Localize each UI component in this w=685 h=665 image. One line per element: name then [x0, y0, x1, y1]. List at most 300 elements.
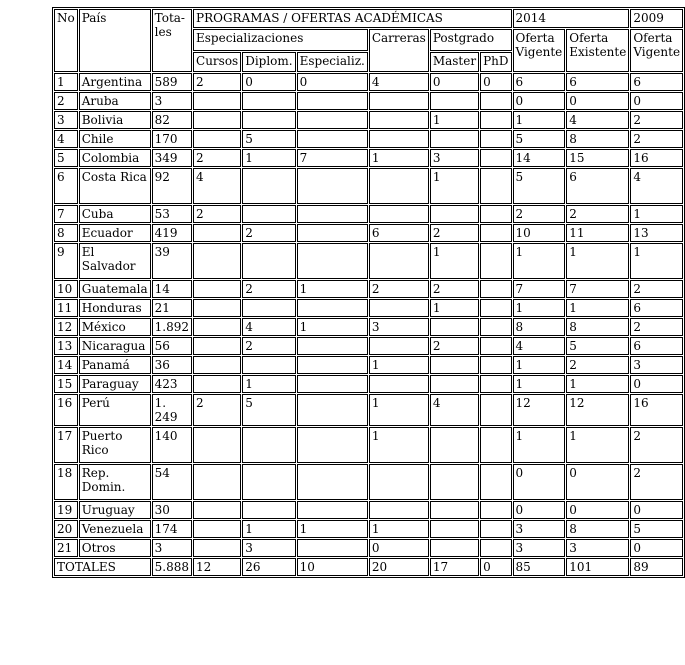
- totals-label: TOTALES: [54, 558, 151, 576]
- cell-especializ: 0: [297, 73, 368, 91]
- cell-phd: [480, 337, 511, 355]
- cell-vigente2009: 6: [630, 299, 683, 317]
- cell-cursos: [193, 224, 241, 242]
- cell-phd: [480, 130, 511, 148]
- totals-phd: 0: [480, 558, 511, 576]
- cell-especializ: 1: [297, 520, 368, 538]
- cell-cursos: [193, 375, 241, 393]
- cell-diplom: 1: [242, 520, 295, 538]
- cell-existente: 11: [566, 224, 629, 242]
- cell-vigente2014: 1: [513, 427, 566, 463]
- cell-pais: Costa Rica: [79, 168, 151, 204]
- cell-carreras: 1: [369, 520, 429, 538]
- cell-vigente2014: 10: [513, 224, 566, 242]
- cell-carreras: [369, 92, 429, 110]
- cell-totales: 174: [152, 520, 192, 538]
- cell-existente: 4: [566, 111, 629, 129]
- cell-vigente2009: 6: [630, 337, 683, 355]
- cell-cursos: [193, 92, 241, 110]
- cell-phd: [480, 92, 511, 110]
- cell-no: 17: [54, 427, 78, 463]
- header-master: Master: [430, 52, 479, 72]
- cell-master: [430, 501, 479, 519]
- cell-carreras: 1: [369, 149, 429, 167]
- cell-cursos: [193, 427, 241, 463]
- cell-vigente2009: 2: [630, 464, 683, 500]
- cell-no: 9: [54, 243, 78, 279]
- cell-carreras: 1: [369, 356, 429, 374]
- cell-diplom: 2: [242, 280, 295, 298]
- cell-existente: 1: [566, 243, 629, 279]
- cell-especializ: [297, 375, 368, 393]
- cell-pais: Cuba: [79, 205, 151, 223]
- cell-vigente2009: 16: [630, 149, 683, 167]
- cell-diplom: 1: [242, 149, 295, 167]
- cell-phd: [480, 299, 511, 317]
- table-row: [54, 280, 683, 298]
- cell-especializ: [297, 130, 368, 148]
- cell-carreras: [369, 464, 429, 500]
- cell-vigente2014: 1: [513, 111, 566, 129]
- cell-pais: Nicaragua: [79, 337, 151, 355]
- cell-no: 15: [54, 375, 78, 393]
- cell-totales: 423: [152, 375, 192, 393]
- table-row: [54, 427, 683, 463]
- cell-phd: [480, 149, 511, 167]
- cell-vigente2009: 13: [630, 224, 683, 242]
- cell-no: 4: [54, 130, 78, 148]
- cell-diplom: 5: [242, 394, 295, 426]
- table-row: [54, 539, 683, 557]
- cell-diplom: [242, 111, 295, 129]
- cell-pais: Otros: [79, 539, 151, 557]
- cell-phd: [480, 205, 511, 223]
- cell-pais: Paraguay: [79, 375, 151, 393]
- cell-pais: Uruguay: [79, 501, 151, 519]
- cell-diplom: [242, 427, 295, 463]
- cell-especializ: [297, 243, 368, 279]
- table-row: [54, 394, 683, 426]
- cell-totales: 3: [152, 539, 192, 557]
- cell-totales: 589: [152, 73, 192, 91]
- cell-phd: 0: [480, 73, 511, 91]
- cell-carreras: 3: [369, 318, 429, 336]
- cell-especializ: 1: [297, 318, 368, 336]
- cell-vigente2009: 3: [630, 356, 683, 374]
- header-no: No: [54, 9, 78, 72]
- table-row: [54, 92, 683, 110]
- cell-phd: [480, 464, 511, 500]
- cell-totales: 39: [152, 243, 192, 279]
- cell-diplom: [242, 501, 295, 519]
- cell-carreras: [369, 337, 429, 355]
- cell-carreras: [369, 130, 429, 148]
- cell-pais: El Salvador: [79, 243, 151, 279]
- cell-vigente2014: 1: [513, 356, 566, 374]
- cell-carreras: 1: [369, 394, 429, 426]
- table-row: [54, 464, 683, 500]
- cell-existente: 0: [566, 501, 629, 519]
- cell-carreras: [369, 205, 429, 223]
- cell-vigente2014: 4: [513, 337, 566, 355]
- cell-pais: Honduras: [79, 299, 151, 317]
- cell-phd: [480, 520, 511, 538]
- cell-pais: Chile: [79, 130, 151, 148]
- cell-master: [430, 130, 479, 148]
- cell-vigente2014: 2: [513, 205, 566, 223]
- cell-vigente2009: 0: [630, 501, 683, 519]
- cell-pais: México: [79, 318, 151, 336]
- totals-cursos: 12: [193, 558, 241, 576]
- cell-master: 1: [430, 111, 479, 129]
- cell-vigente2014: 5: [513, 168, 566, 204]
- cell-vigente2014: 1: [513, 375, 566, 393]
- cell-master: 1: [430, 168, 479, 204]
- cell-no: 7: [54, 205, 78, 223]
- cell-no: 10: [54, 280, 78, 298]
- cell-pais: Aruba: [79, 92, 151, 110]
- header-row-1: [54, 9, 683, 28]
- cell-pais: Rep. Domin.: [79, 464, 151, 500]
- cell-vigente2014: 0: [513, 464, 566, 500]
- cell-no: 3: [54, 111, 78, 129]
- cell-especializ: [297, 337, 368, 355]
- cell-vigente2009: 2: [630, 111, 683, 129]
- cell-phd: [480, 224, 511, 242]
- table-row: [54, 501, 683, 519]
- totals-diplom: 26: [242, 558, 295, 576]
- cell-totales: 419: [152, 224, 192, 242]
- table-row: [54, 111, 683, 129]
- cell-master: [430, 539, 479, 557]
- cell-vigente2009: 2: [630, 318, 683, 336]
- cell-diplom: [242, 243, 295, 279]
- cell-pais: Ecuador: [79, 224, 151, 242]
- cell-diplom: [242, 92, 295, 110]
- cell-phd: [480, 501, 511, 519]
- cell-totales: 36: [152, 356, 192, 374]
- cell-pais: Argentina: [79, 73, 151, 91]
- cell-especializ: [297, 464, 368, 500]
- cell-totales: 56: [152, 337, 192, 355]
- cell-cursos: [193, 130, 241, 148]
- cell-totales: 14: [152, 280, 192, 298]
- cell-existente: 6: [566, 168, 629, 204]
- cell-phd: [480, 356, 511, 374]
- cell-vigente2009: 6: [630, 73, 683, 91]
- table-row: [54, 73, 683, 91]
- cell-master: 2: [430, 280, 479, 298]
- cell-pais: Guatemala: [79, 280, 151, 298]
- table-row: [54, 375, 683, 393]
- cell-vigente2014: 8: [513, 318, 566, 336]
- cell-pais: Perú: [79, 394, 151, 426]
- header-especializ: Especializ.: [297, 52, 368, 72]
- cell-diplom: [242, 299, 295, 317]
- cell-no: 16: [54, 394, 78, 426]
- cell-master: [430, 205, 479, 223]
- cell-cursos: [193, 318, 241, 336]
- totals-vigente2014: 85: [513, 558, 566, 576]
- cell-no: 8: [54, 224, 78, 242]
- cell-existente: 1: [566, 427, 629, 463]
- cell-pais: Bolivia: [79, 111, 151, 129]
- cell-cursos: 2: [193, 394, 241, 426]
- cell-cursos: [193, 356, 241, 374]
- cell-existente: 7: [566, 280, 629, 298]
- cell-vigente2009: 4: [630, 168, 683, 204]
- cell-phd: [480, 539, 511, 557]
- cell-cursos: [193, 111, 241, 129]
- cell-master: 3: [430, 149, 479, 167]
- cell-master: [430, 427, 479, 463]
- cell-no: 13: [54, 337, 78, 355]
- cell-diplom: [242, 356, 295, 374]
- cell-diplom: 3: [242, 539, 295, 557]
- table-row: [54, 520, 683, 538]
- cell-especializ: [297, 205, 368, 223]
- cell-no: 5: [54, 149, 78, 167]
- totals-existente: 101: [566, 558, 629, 576]
- cell-no: 6: [54, 168, 78, 204]
- cell-carreras: [369, 501, 429, 519]
- cell-master: [430, 464, 479, 500]
- cell-phd: [480, 280, 511, 298]
- cell-existente: 2: [566, 356, 629, 374]
- cell-no: 20: [54, 520, 78, 538]
- cell-diplom: 2: [242, 224, 295, 242]
- cell-phd: [480, 168, 511, 204]
- cell-no: 12: [54, 318, 78, 336]
- cell-existente: 5: [566, 337, 629, 355]
- cell-totales: 54: [152, 464, 192, 500]
- cell-especializ: [297, 111, 368, 129]
- totals-especializ: 10: [297, 558, 368, 576]
- cell-totales: 170: [152, 130, 192, 148]
- header-postgrado: Postgrado: [430, 29, 512, 51]
- cell-diplom: 2: [242, 337, 295, 355]
- cell-no: 2: [54, 92, 78, 110]
- cell-carreras: 6: [369, 224, 429, 242]
- cell-diplom: 5: [242, 130, 295, 148]
- table-row: [54, 205, 683, 223]
- cell-pais: Panamá: [79, 356, 151, 374]
- totals-vigente2009: 89: [630, 558, 683, 576]
- cell-existente: 15: [566, 149, 629, 167]
- header-carreras: Carreras: [369, 29, 429, 72]
- cell-cursos: [193, 520, 241, 538]
- cell-cursos: 4: [193, 168, 241, 204]
- cell-carreras: [369, 168, 429, 204]
- cell-vigente2009: 16: [630, 394, 683, 426]
- cell-vigente2014: 14: [513, 149, 566, 167]
- cell-existente: 0: [566, 464, 629, 500]
- cell-vigente2014: 7: [513, 280, 566, 298]
- cell-vigente2014: 3: [513, 520, 566, 538]
- cell-phd: [480, 427, 511, 463]
- header-especializaciones: Especializaciones: [193, 29, 368, 51]
- cell-carreras: 2: [369, 280, 429, 298]
- table-row: [54, 337, 683, 355]
- cell-totales: 21: [152, 299, 192, 317]
- table-row: [54, 149, 683, 167]
- cell-especializ: [297, 427, 368, 463]
- cell-especializ: [297, 299, 368, 317]
- cell-vigente2009: 0: [630, 539, 683, 557]
- cell-totales: 30: [152, 501, 192, 519]
- cell-carreras: [369, 375, 429, 393]
- cell-carreras: [369, 111, 429, 129]
- table-row: [54, 168, 683, 204]
- cell-totales: 1. 249: [152, 394, 192, 426]
- cell-existente: 3: [566, 539, 629, 557]
- cell-phd: [480, 394, 511, 426]
- cell-master: 1: [430, 243, 479, 279]
- cell-especializ: [297, 394, 368, 426]
- cell-carreras: 1: [369, 427, 429, 463]
- header-oferta-vigente-2009: Oferta Vigente: [630, 29, 683, 72]
- academic-offers-table: [52, 7, 685, 578]
- cell-especializ: [297, 501, 368, 519]
- cell-especializ: [297, 92, 368, 110]
- cell-existente: 8: [566, 318, 629, 336]
- cell-cursos: 2: [193, 205, 241, 223]
- cell-vigente2014: 1: [513, 299, 566, 317]
- cell-phd: [480, 318, 511, 336]
- cell-vigente2009: 1: [630, 243, 683, 279]
- cell-vigente2009: 0: [630, 92, 683, 110]
- cell-totales: 140: [152, 427, 192, 463]
- cell-pais: Puerto Rico: [79, 427, 151, 463]
- header-year-2009: 2009: [630, 9, 683, 28]
- cell-vigente2009: 2: [630, 130, 683, 148]
- cell-existente: 1: [566, 299, 629, 317]
- cell-especializ: 1: [297, 280, 368, 298]
- cell-totales: 3: [152, 92, 192, 110]
- cell-pais: Venezuela: [79, 520, 151, 538]
- header-totales: Tota-les: [152, 9, 192, 72]
- totals-totales: 5.888: [152, 558, 192, 576]
- header-phd: PhD: [480, 52, 511, 72]
- header-pais: País: [79, 9, 151, 72]
- cell-existente: 12: [566, 394, 629, 426]
- cell-no: 14: [54, 356, 78, 374]
- cell-no: 1: [54, 73, 78, 91]
- table-row: [54, 299, 683, 317]
- cell-cursos: [193, 464, 241, 500]
- cell-existente: 8: [566, 520, 629, 538]
- header-programas: PROGRAMAS / OFERTAS ACADÉMICAS: [193, 9, 512, 28]
- cell-totales: 53: [152, 205, 192, 223]
- cell-cursos: [193, 337, 241, 355]
- cell-vigente2014: 1: [513, 243, 566, 279]
- cell-totales: 82: [152, 111, 192, 129]
- totals-row: [54, 558, 683, 576]
- cell-cursos: [193, 539, 241, 557]
- cell-vigente2009: 2: [630, 427, 683, 463]
- cell-existente: 6: [566, 73, 629, 91]
- cell-existente: 0: [566, 92, 629, 110]
- cell-pais: Colombia: [79, 149, 151, 167]
- cell-vigente2014: 5: [513, 130, 566, 148]
- cell-diplom: [242, 168, 295, 204]
- cell-especializ: [297, 356, 368, 374]
- cell-diplom: 0: [242, 73, 295, 91]
- cell-master: 0: [430, 73, 479, 91]
- cell-carreras: 4: [369, 73, 429, 91]
- cell-master: [430, 356, 479, 374]
- header-diplom: Diplom.: [242, 52, 295, 72]
- cell-phd: [480, 375, 511, 393]
- cell-vigente2009: 2: [630, 280, 683, 298]
- cell-cursos: 2: [193, 149, 241, 167]
- cell-existente: 1: [566, 375, 629, 393]
- cell-no: 18: [54, 464, 78, 500]
- cell-diplom: 1: [242, 375, 295, 393]
- cell-totales: 1.892: [152, 318, 192, 336]
- table-row: [54, 130, 683, 148]
- cell-master: [430, 520, 479, 538]
- cell-carreras: [369, 299, 429, 317]
- cell-especializ: [297, 168, 368, 204]
- header-cursos: Cursos: [193, 52, 241, 72]
- header-oferta-vigente-2014: Oferta Vigente: [513, 29, 566, 72]
- cell-vigente2014: 6: [513, 73, 566, 91]
- table-row: [54, 356, 683, 374]
- cell-carreras: [369, 243, 429, 279]
- cell-diplom: [242, 205, 295, 223]
- cell-totales: 349: [152, 149, 192, 167]
- cell-diplom: [242, 464, 295, 500]
- header-year-2014: 2014: [513, 9, 630, 28]
- cell-carreras: 0: [369, 539, 429, 557]
- cell-existente: 2: [566, 205, 629, 223]
- table-row: [54, 318, 683, 336]
- cell-vigente2014: 0: [513, 501, 566, 519]
- cell-totales: 92: [152, 168, 192, 204]
- cell-vigente2009: 0: [630, 375, 683, 393]
- cell-cursos: 2: [193, 73, 241, 91]
- table-row: [54, 224, 683, 242]
- cell-master: 2: [430, 337, 479, 355]
- cell-phd: [480, 243, 511, 279]
- cell-cursos: [193, 501, 241, 519]
- cell-especializ: [297, 539, 368, 557]
- totals-master: 17: [430, 558, 479, 576]
- cell-diplom: 4: [242, 318, 295, 336]
- cell-vigente2009: 1: [630, 205, 683, 223]
- cell-especializ: [297, 224, 368, 242]
- cell-vigente2009: 5: [630, 520, 683, 538]
- header-oferta-existente: Oferta Existente: [566, 29, 629, 72]
- cell-vigente2014: 3: [513, 539, 566, 557]
- cell-master: 2: [430, 224, 479, 242]
- cell-master: [430, 318, 479, 336]
- cell-master: 4: [430, 394, 479, 426]
- cell-master: [430, 375, 479, 393]
- cell-vigente2014: 0: [513, 92, 566, 110]
- cell-especializ: 7: [297, 149, 368, 167]
- cell-no: 11: [54, 299, 78, 317]
- table-row: [54, 243, 683, 279]
- cell-vigente2014: 12: [513, 394, 566, 426]
- cell-no: 21: [54, 539, 78, 557]
- cell-no: 19: [54, 501, 78, 519]
- cell-cursos: [193, 280, 241, 298]
- cell-master: 1: [430, 299, 479, 317]
- cell-phd: [480, 111, 511, 129]
- cell-master: [430, 92, 479, 110]
